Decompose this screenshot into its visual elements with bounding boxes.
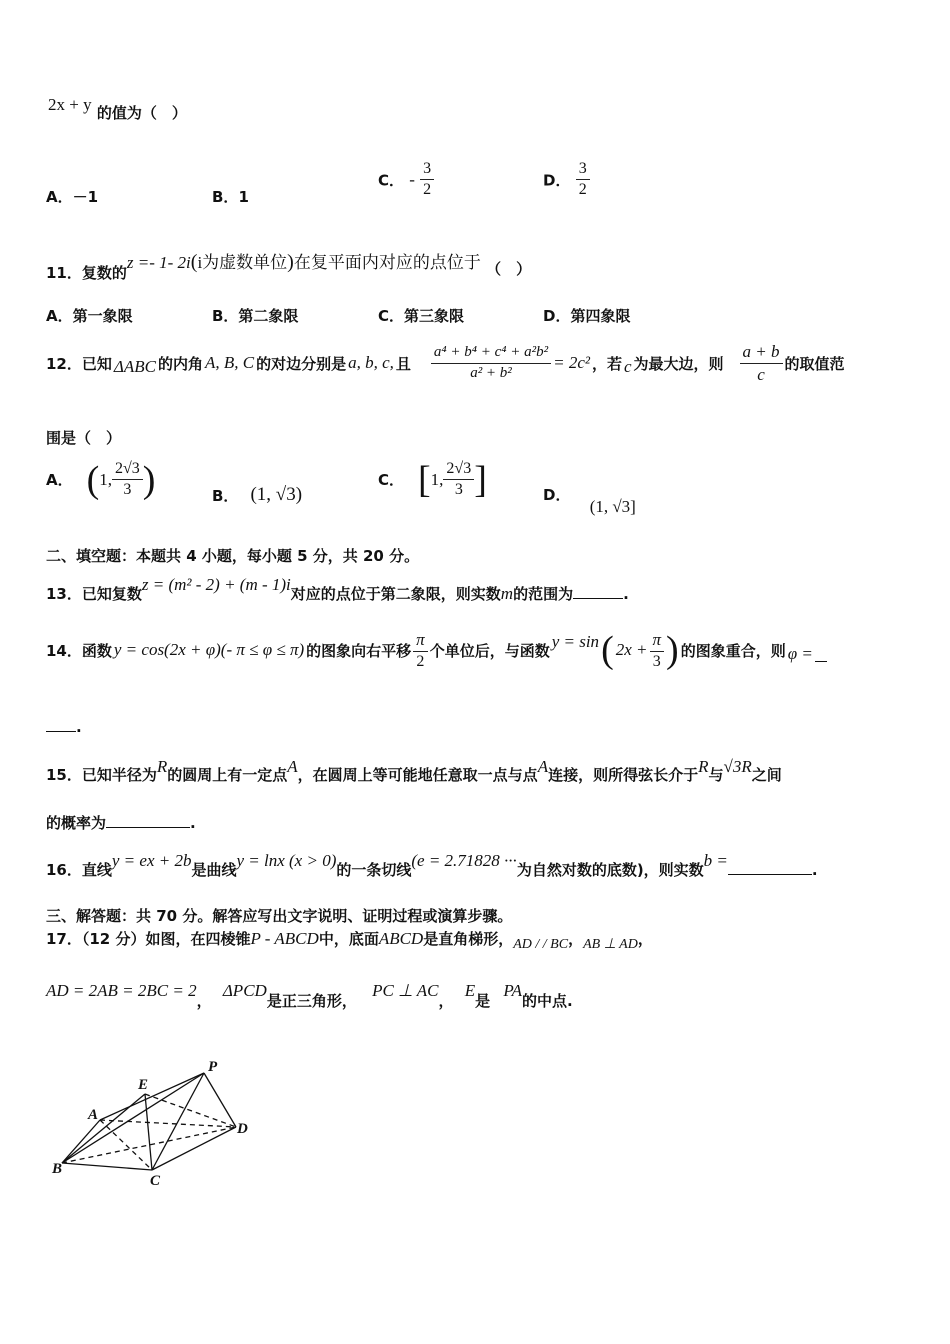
q16-prefix: 16．直线 bbox=[46, 861, 112, 879]
section-3-heading: 三、解答题：共 70 分。解答应写出文字说明、证明过程或演算步骤。 bbox=[46, 907, 513, 925]
q11-option-b: B．第二象限 bbox=[212, 307, 299, 325]
q16-text: 为自然对数的底数)，则实数 bbox=[516, 861, 704, 879]
label-C: C bbox=[150, 1173, 161, 1189]
q10-expr: 2x + y bbox=[48, 95, 92, 114]
q14-expr2-inner: 2x + bbox=[615, 640, 648, 660]
option-fraction: $\frac{3}{2}$ bbox=[420, 160, 434, 200]
q13-end: . bbox=[623, 585, 629, 603]
q17-PA: PA bbox=[503, 981, 522, 1000]
q14-end: . bbox=[76, 718, 82, 736]
option-label: B． bbox=[212, 486, 239, 505]
q12-text: 的内角 bbox=[157, 354, 203, 373]
q15-line2 bbox=[46, 812, 196, 833]
q13-prefix: 13．已知复数 bbox=[46, 585, 142, 603]
interval-start: 1, bbox=[99, 469, 113, 489]
q17-stem bbox=[46, 928, 653, 952]
q16-line-expr: y = ex + 2b bbox=[111, 851, 192, 870]
q11-option-d: D．第四象限 bbox=[543, 307, 631, 325]
q12-stem bbox=[46, 342, 845, 384]
option-label: D． bbox=[543, 486, 571, 504]
q17-comma: ， bbox=[438, 992, 454, 1010]
bracket-left: [ bbox=[418, 458, 431, 501]
q12-prefix: 12．已知 bbox=[46, 354, 112, 373]
q14-answer-blank-start[interactable] bbox=[815, 647, 827, 662]
q17-perp2: PC ⊥ AC bbox=[372, 981, 439, 1000]
option-label: B． bbox=[212, 188, 239, 206]
option-label: D． bbox=[543, 171, 571, 190]
q10-option-a bbox=[46, 186, 98, 207]
q17-text: 中，底面 bbox=[318, 930, 379, 948]
q16-text: 是曲线 bbox=[191, 861, 237, 879]
q12-angles: A, B, C bbox=[204, 353, 255, 373]
q11-expr: z =- 1- 2i bbox=[126, 253, 191, 272]
q17-text: 是 bbox=[475, 992, 491, 1010]
q14-line2 bbox=[46, 717, 82, 736]
q17-prefix: 17．（12 分）如图，在四棱锥 bbox=[46, 930, 251, 948]
q17-perp: AB ⊥ AD bbox=[583, 937, 638, 952]
q13-answer-blank[interactable] bbox=[573, 584, 623, 599]
option-label: A． bbox=[46, 471, 73, 490]
option-label: C． bbox=[378, 171, 405, 190]
q17-eq: AD = 2AB = 2BC = 2 bbox=[46, 981, 197, 1000]
q12-text: ，若 bbox=[591, 354, 622, 373]
q10-option-d bbox=[543, 160, 590, 200]
q14-inner-fraction: $\frac{\pi}{3}$ bbox=[650, 630, 665, 671]
q14-shift-fraction: $\frac{\pi}{2}$ bbox=[413, 630, 428, 671]
q13-expr: z = (m² - 2) + (m - 1)i bbox=[141, 575, 291, 594]
q12-option-d bbox=[543, 484, 636, 516]
q15-root3R: √3R bbox=[723, 757, 752, 776]
interval-start: 1, bbox=[430, 469, 444, 489]
q13-m: m bbox=[500, 584, 514, 603]
q12-text: 的取值范 bbox=[784, 354, 845, 373]
paren-open: ( bbox=[601, 629, 614, 672]
paren-open: ( bbox=[190, 251, 198, 273]
option-value: 1 bbox=[238, 188, 249, 206]
q11-prefix: 11．复数的 bbox=[46, 264, 127, 282]
q17-comma: ， bbox=[568, 930, 584, 948]
q15-A2: A bbox=[537, 757, 549, 776]
q12-option-c bbox=[378, 460, 487, 500]
bracket-right: ] bbox=[474, 458, 487, 501]
q17-comma: ， bbox=[637, 930, 653, 948]
q12-text: 为最大边，则 bbox=[633, 354, 724, 373]
q13-stem bbox=[46, 574, 629, 603]
option-label: A． bbox=[46, 188, 73, 206]
option-fraction: $\frac{2√3}{3}$ bbox=[112, 460, 143, 500]
q15-text: ，在圆周上等可能地任意取一点与点 bbox=[297, 766, 538, 784]
q10-option-c bbox=[378, 160, 434, 200]
q16-b-expr: b = bbox=[703, 851, 728, 870]
option-fraction: $\frac{3}{2}$ bbox=[576, 160, 590, 200]
q12-sides: a, b, c, bbox=[348, 353, 394, 373]
q12-text: 的对边分别是 bbox=[256, 354, 347, 373]
label-E: E bbox=[138, 1077, 149, 1093]
q15-A: A bbox=[287, 757, 298, 776]
q17-line2 bbox=[46, 980, 573, 1010]
q16-curve-expr: y = lnx (x > 0) bbox=[236, 851, 337, 870]
q17-pyramid: P - ABCD bbox=[250, 929, 319, 948]
q14-text: 个单位后，与函数 bbox=[429, 641, 550, 660]
q15-text: 的圆周上有一定点 bbox=[167, 766, 288, 784]
q15-R: R bbox=[156, 757, 168, 776]
paren-close: ) bbox=[666, 629, 679, 672]
q15-prefix: 15．已知半径为 bbox=[46, 766, 157, 784]
label-P: P bbox=[208, 1059, 218, 1075]
option-value: (1, √3] bbox=[589, 497, 636, 516]
option-sign: - bbox=[409, 169, 415, 189]
label-D: D bbox=[237, 1121, 248, 1137]
bracket-left: ( bbox=[86, 458, 100, 501]
q14-expr2: y = sin bbox=[551, 632, 600, 652]
q13-text: 对应的点位于第二象限，则实数 bbox=[290, 585, 501, 603]
section-2-heading: 二、填空题：本题共 4 小题，每小题 5 分，共 20 分。 bbox=[46, 547, 420, 565]
q11-after: 在复平面内对应的点位于 bbox=[293, 253, 481, 272]
q11-tail: （ ） bbox=[486, 260, 532, 278]
q15-text: 之间 bbox=[751, 766, 782, 784]
q11-note: i为虚数单位 bbox=[197, 253, 288, 272]
label-B: B bbox=[52, 1161, 63, 1177]
q17-text: 是正三角形， bbox=[266, 992, 357, 1010]
q12-text: 且 bbox=[395, 354, 411, 373]
q14-stem bbox=[46, 630, 827, 671]
option-fraction: $\frac{2√3}{3}$ bbox=[443, 460, 474, 500]
label-A: A bbox=[88, 1107, 99, 1123]
q16-text: 的一条切线 bbox=[336, 861, 412, 879]
q10-option-b bbox=[212, 186, 249, 207]
q14-prefix: 14．函数 bbox=[46, 641, 112, 660]
q15-text: 与 bbox=[708, 766, 724, 784]
q14-answer-blank[interactable] bbox=[46, 717, 76, 732]
q15-line2-text: 的概率为 bbox=[46, 814, 107, 832]
pyramid-figure bbox=[40, 1055, 270, 1195]
q12-condition-fraction: $\frac{\text{a⁴ + b⁴ + c⁴ + a²b²}}{\text{a² + b²}}$ bbox=[431, 344, 551, 382]
q15-R2: R bbox=[698, 757, 709, 776]
q16-e-expr: (e = 2.71828 ··· bbox=[411, 851, 517, 870]
q12-c: c bbox=[623, 357, 632, 377]
q17-text: 的中点. bbox=[521, 992, 573, 1010]
q15-answer-blank[interactable] bbox=[106, 813, 190, 828]
q12-ratio-fraction: $\frac{a + b}{c}$ bbox=[740, 342, 783, 384]
q13-text: 的范围为 bbox=[513, 585, 574, 603]
q15-stem bbox=[46, 756, 782, 784]
q11-option-c: C．第三象限 bbox=[378, 307, 465, 325]
q11-stem bbox=[46, 248, 532, 282]
q14-text: 的图象重合，则 bbox=[680, 641, 786, 660]
q10-stem bbox=[48, 95, 187, 123]
q12-option-a bbox=[46, 460, 155, 500]
q12-rhs: = 2c² bbox=[553, 353, 590, 373]
q16-answer-blank[interactable] bbox=[728, 860, 812, 875]
option-value: －1 bbox=[72, 188, 99, 206]
q11-option-a: A．第一象限 bbox=[46, 307, 133, 325]
option-value: (1, √3) bbox=[250, 484, 303, 505]
q17-parallel: AD / / BC bbox=[513, 937, 569, 952]
q15-end: . bbox=[190, 814, 196, 832]
q14-phi: φ = bbox=[787, 644, 813, 664]
q16-end: . bbox=[811, 861, 818, 879]
option-label: C． bbox=[378, 471, 405, 490]
q17-triangle: ΔPCD bbox=[222, 981, 267, 1000]
q16-stem bbox=[46, 850, 818, 879]
q17-comma: ， bbox=[196, 992, 212, 1010]
q17-text: 是直角梯形， bbox=[423, 930, 514, 948]
q14-text: 的图象向右平移 bbox=[306, 641, 412, 660]
q15-text: 连接，则所得弦长介于 bbox=[548, 766, 699, 784]
paren-close: ) bbox=[287, 251, 294, 273]
q17-base: ABCD bbox=[378, 929, 424, 948]
q12-option-b bbox=[212, 484, 302, 506]
q12-line2: 围是（ ） bbox=[46, 429, 122, 447]
q10-text: 的值为（ ） bbox=[96, 104, 187, 122]
q17-E: E bbox=[464, 981, 476, 1000]
q12-triangle: ΔABC bbox=[113, 357, 156, 377]
bracket-right: ) bbox=[142, 458, 156, 501]
q14-expr1: y = cos(2x + φ)(- π ≤ φ ≤ π) bbox=[113, 640, 305, 660]
